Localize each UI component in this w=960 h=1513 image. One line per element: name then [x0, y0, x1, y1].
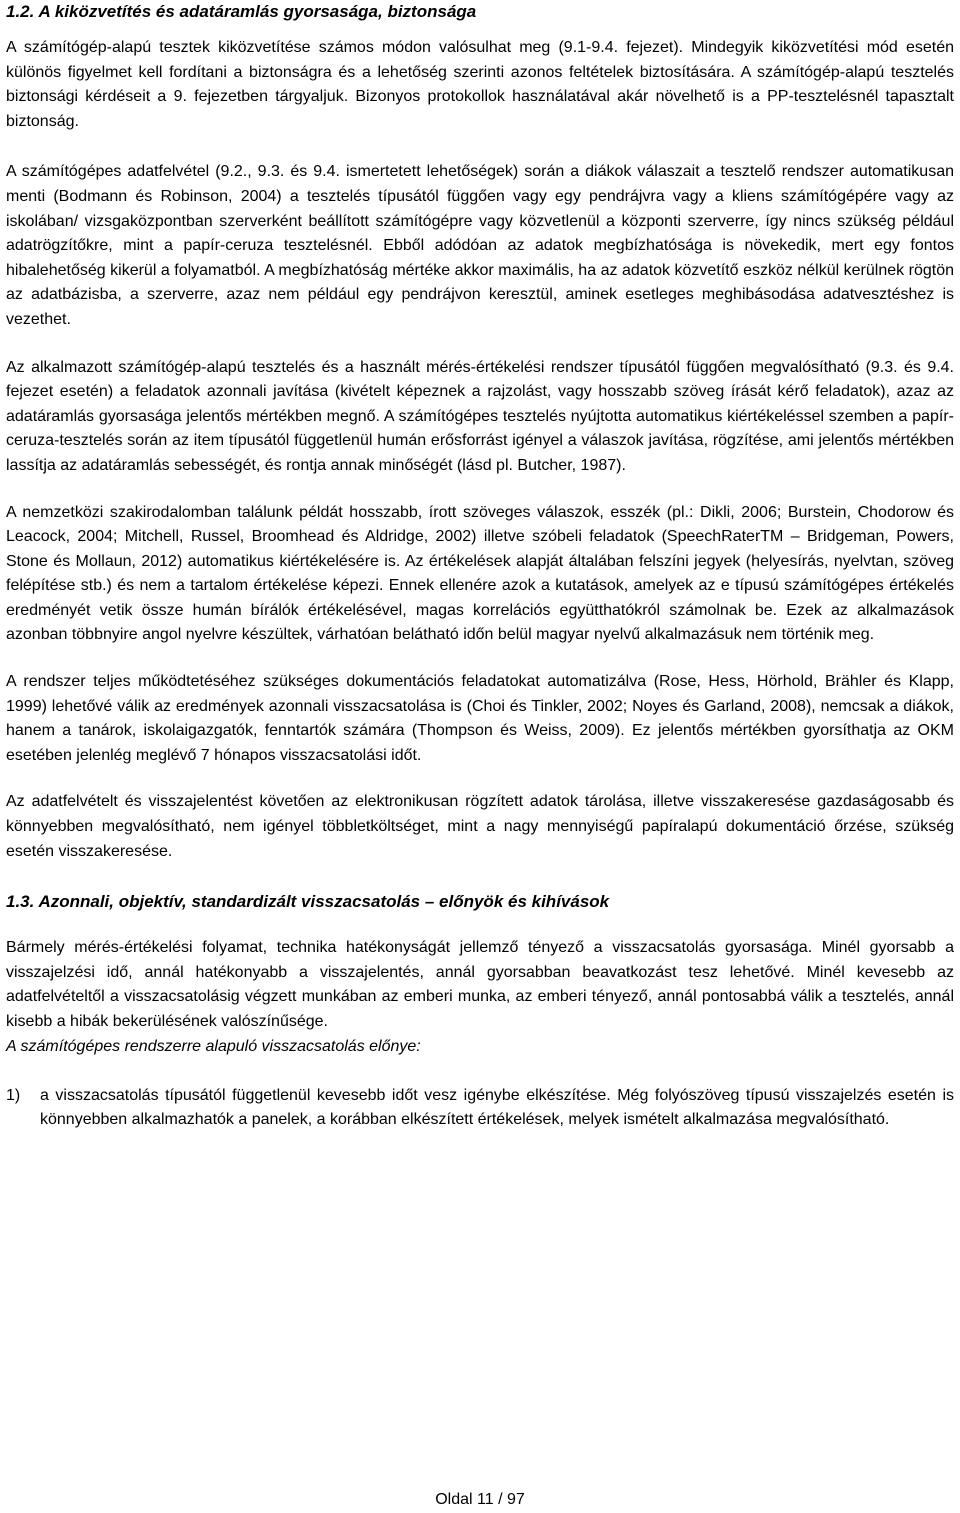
section-heading-1-3: 1.3. Azonnali, objektív, standardizált visszacsatolás – előnyök és kihívások [6, 892, 610, 912]
paragraph-3: Az alkalmazott számítógép-alapú tesztelés és a használt mérés-értékelési rendszer típusától függően megvalósítható (9.3. és 9.4. fejezet esetén) a feladatok azonnali javítása (kivételt képeznek a rajzolást, vagy hosszabb szöveg írását kérő feladatok), azaz az adatáramlás gyorsasága jelentős mértékben megnő. A számítógépes tesztelés nyújtotta automatikus kiértékeléssel szemben a papír-ceruza-tesztelés során az item típusától függetlenül humán erősforrást igényel a válaszok javítása, rögzítése, ami jelentős mértékben lassítja az adatáramlás sebességét, és rontja annak minőségét (lásd pl. Butcher, 1987). [6, 358, 954, 474]
page-number: Oldal 11 / 97 [435, 1491, 525, 1508]
paragraph-5: A rendszer teljes működtetéséhez szükséges dokumentációs feladatokat automatizálva (Rose, Hess, Hörhold, Brähler és Klapp, 1999) lehetővé válik az eredmények azonnali visszacsatolása is (Choi és Tinkler, 2002; Noyes és Garland, 2008), nemcsak a diákok, hanem a tanárok, iskolaigazgatók, fenntartók számára (Thompson és Weiss, 2009). Ez jelentős mértékben gyorsíthatja az OKM esetében jelenlég meglévő 7 hónapos visszacsatolási időt. [6, 673, 954, 764]
section-heading-1-2: 1.2. A kiközvetítés és adatáramlás gyorsasága, biztonsága [6, 2, 477, 21]
list-item [6, 1084, 954, 1133]
paragraph-6: Az adatfelvételt és visszajelentést követően az elektronikusan rögzített adatok tárolása, illetve visszakeresése gazdaságosabb és könnyebben megvalósítható, nem igényel többletköltséget, mint a nagy mennyiségű papíralapú dokumentáció őrzése, szükség esetén visszakeresése. [6, 793, 954, 860]
paragraph-2: A számítógépes adatfelvétel (9.2., 9.3. és 9.4. ismertetett lehetőségek) során a diákok válaszait a tesztelő rendszer automatikusan menti (Bodmann és Robinson, 2004) a tesztelés típusától függően vagy egy pendrájvra vagy a kliens számítógépére vagy az iskolában/ vizsgaközpontban szerverként beállított számítógépre vagy közvetlenül a központi szerverre, így nincs szükség például adatrögzítőkre, mint a papír-ceruza tesztelésnél. Ebből adódóan az adatok megbízhatósága is növekedik, mert egy fontos hibalehetőség kikerül a folyamatból. A megbízhatóság mértéke akkor maximális, ha az adatok közvetítő eszköz nélkül kerülnek rögtön az adatbázisba, a szerverre, azaz nem például egy pendrájvon keresztül, aminek esetleges meghibásodása adatvesztéshez is vezethet. [6, 163, 954, 328]
paragraph-4: A nemzetközi szakirodalomban találunk példát hosszabb, írott szöveges válaszok, esszék (pl.: Dikli, 2006; Burstein, Chodorow és Leacock, 2004; Mitchell, Russel, Broomhead és Aldridge, 2002) illetve szóbeli feladatok (SpeechRaterTM – Bridgeman, Powers, Stone és Mollaun, 2012) automatikus kiértékelésére is. Az értékelések alapját általában felszíni jegyek (helyesírás, nyelvtan, szöveg felépítése stb.) és nem a tartalom értékelése képezi. Ennek ellenére azok a kutatások, amelyek az e típusú számítógépes értékelés eredményét vetik össze humán bírálók értékelésével, magas korrelációs együtthatókról számolnak be. Ezek az alkalmazások azonban többnyire angol nyelvre készültek, várhatóan belátható időn belül magyar nyelvű alkalmazásuk nem történik meg. [6, 503, 954, 644]
paragraph-1: A számítógép-alapú tesztek kiközvetítése számos módon valósulhat meg (9.1-9.4. fejezet). Mindegyik kiközvetítési mód esetén különös figyelmet kell fordítani a biztonságra és a lehetőség szerinti azonos feltételek biztosítására. A számítógép-alapú tesztelés biztonsági kérdéseit a 9. fejezetben tárgyaljuk. Bizonyos protokollok használatával akár növelhető is a PP-tesztelésnél tapasztalt biztonság. [6, 39, 954, 130]
list-item-text: a visszacsatolás típusától függetlenül kevesebb időt vesz igénybe elkészítése. Még folyószöveg típusú visszajelzés esetén is könnyebben alkalmazhatók a panelek, a korábban elkészített értékelések, melyek ismételt alkalmazása megvalósítható. [40, 1086, 954, 1129]
list-item-number: 1) [6, 1086, 21, 1104]
subheading-advantage: A számítógépes rendszerre alapuló visszacsatolás előnye: [6, 1037, 421, 1055]
paragraph-7: Bármely mérés-értékelési folyamat, technika hatékonyságát jellemző tényező a visszacsatolás gyorsasága. Minél gyorsabb a visszajelzési idő, annál hatékonyabb a visszajelentés, annál gyorsabban beavatkozást tesz lehetővé. Minél kevesebb az adatfelvételtől a visszacsatolásig végzett munkában az emberi munka, az emberi tényező, annál pontosabbá válik a tesztelés, annál kisebb a hibák bekerülésének valószínűsége. [6, 939, 954, 1030]
